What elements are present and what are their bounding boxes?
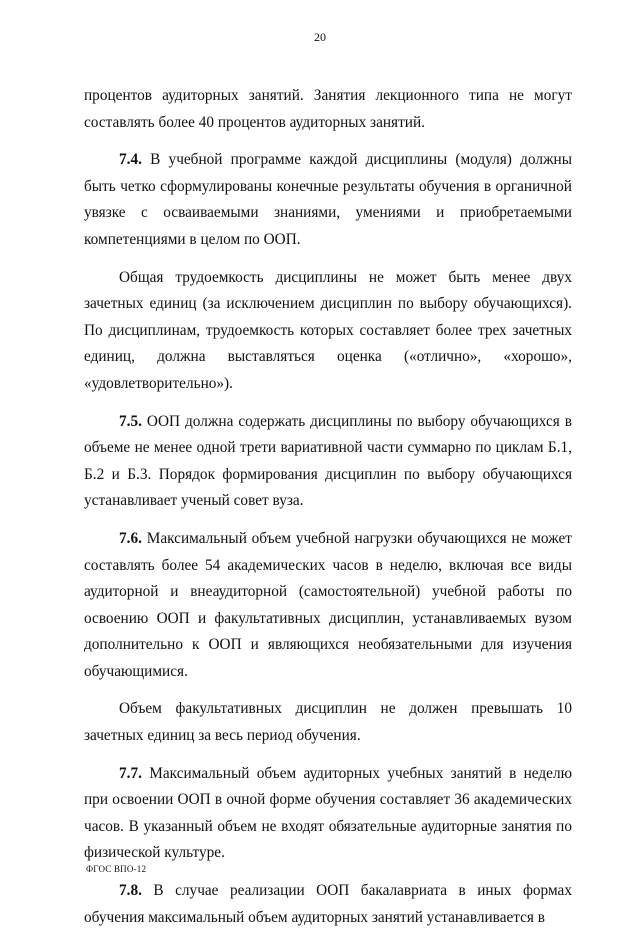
paragraph-text: Объем факультативных дисциплин не должен превышать 10 зачетных единиц за весь период обучения.: [84, 700, 572, 745]
document-footer: ФГОС ВПО-12: [86, 864, 147, 874]
paragraph-text: В учебной программе каждой дисциплины (модуля) должны быть четко сформулированы конечные результаты обучения в органичной увязке с осваиваемыми знаниями, умениями и приобретаемыми компетенциями в целом по ООП.: [84, 151, 572, 248]
page-number: 20: [314, 30, 326, 44]
section-number: 7.7.: [119, 764, 142, 782]
paragraph-7-5: [84, 409, 572, 515]
paragraph-7-6: [84, 526, 572, 686]
paragraph-total-workload: [84, 265, 572, 398]
paragraph-text: процентов аудиторных занятий. Занятия лекционного типа не могут составлять более 40 процентов аудиторных занятий.: [84, 87, 572, 131]
paragraph-text: Максимальный объем аудиторных учебных занятий в неделю при освоении ООП в очной форме обучения составляет 36 академических часов. В указанный объем не входят обязательные аудиторные занятия по физической культуре.: [84, 764, 572, 862]
paragraph-7-4: [84, 147, 572, 253]
section-number: 7.8.: [119, 882, 142, 900]
paragraph-text: В случае реализации ООП бакалавриата в иных формах обучения максимальный объем аудиторных занятий устанавливается в: [84, 882, 572, 926]
section-number: 7.6.: [119, 529, 142, 547]
paragraph-optional-disciplines: [84, 696, 572, 749]
paragraph-text: ООП должна содержать дисциплины по выбору обучающихся в объеме не менее одной трети вариативной части суммарно по циклам Б.1, Б.2 и Б.3. Порядок формирования дисциплин по выбору обучающихся устанавливает ученый совет вуза.: [84, 412, 572, 510]
document-body: [84, 83, 572, 931]
section-number: 7.5.: [119, 412, 142, 430]
section-number: 7.4.: [119, 151, 142, 169]
paragraph-text: Общая трудоемкость дисциплины не может быть менее двух зачетных единиц (за исключением дисциплин по выбору обучающихся). По дисциплинам, трудоемкость которых составляет более трех зачетных единиц, должна выставляться оценка («отлично», «хорошо», «удовлетворительно»).: [84, 268, 572, 392]
paragraph-7-7: [84, 761, 572, 867]
paragraph-text: Максимальный объем учебной нагрузки обучающихся не может составлять более 54 академических часов в неделю, включая все виды аудиторной и внеаудиторной (самостоятельной) учебной работы по освоению ООП и факультативных дисциплин, устанавливаемых вузом дополнительно к ООП и являющихся необязательными для изучения обучающимися.: [84, 529, 572, 680]
paragraph-continuation: [84, 83, 572, 136]
